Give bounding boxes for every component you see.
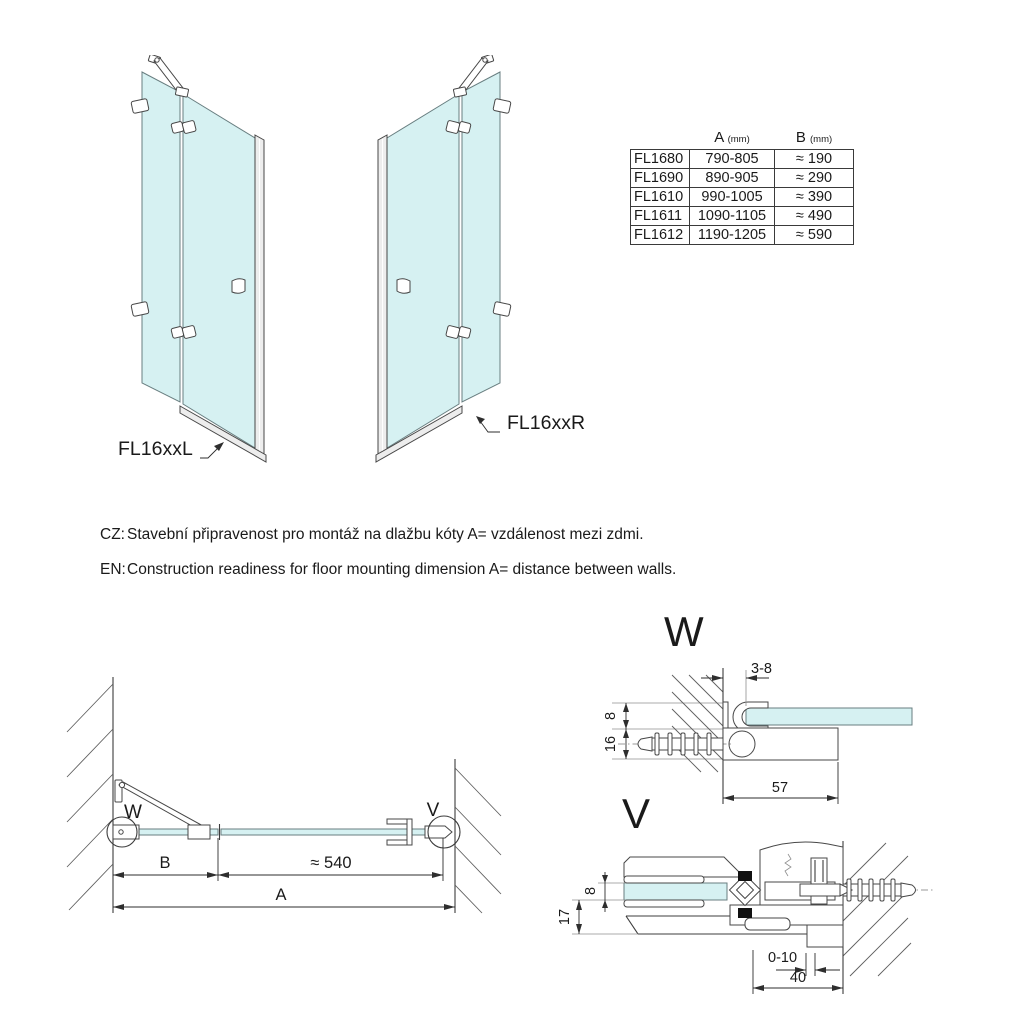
- svg-text:8: 8: [603, 711, 619, 721]
- dim-b: B: [159, 854, 171, 872]
- seal-bottom: [738, 908, 752, 918]
- detail-w-drawing: [552, 596, 1022, 814]
- dim-depth: [753, 950, 843, 994]
- note-en: [100, 561, 676, 579]
- note-en-label: EN:: [100, 561, 126, 578]
- wall-plug-icon: [618, 733, 731, 755]
- plan-view-drawing: [65, 672, 505, 920]
- glass-clamp-plan: [188, 825, 210, 839]
- dim-glass: [583, 872, 626, 912]
- dim-door-width: ≈ 540: [310, 854, 352, 872]
- plan-dimensions: [113, 838, 455, 910]
- svg-text:3-8: 3-8: [751, 661, 772, 677]
- wall-hatching: [672, 675, 723, 772]
- glass-section: [746, 708, 912, 725]
- left-door-diagram: [130, 55, 280, 467]
- glass-holder-bar: [624, 857, 744, 877]
- spec-row: FL1611 1090-1105 ≈ 490: [631, 207, 854, 226]
- detail-w-title: W: [664, 608, 704, 655]
- left-door-label: [118, 438, 228, 461]
- dim-gap: [701, 661, 772, 706]
- spec-table: [630, 129, 854, 245]
- col-b-header: B (mm): [795, 129, 833, 146]
- detail-v-drawing: [548, 786, 1024, 1018]
- right-wall-hatching: [455, 768, 501, 913]
- wall-profile-plan: [113, 825, 139, 839]
- right-door-label: [472, 412, 585, 435]
- note-cz-text: Stavební připravenost pro montáž na dlažbu kóty A= vzdálenost mezi zdmi.: [127, 526, 644, 543]
- svg-text:8: 8: [583, 886, 599, 896]
- detail-v-title: V: [622, 790, 651, 837]
- seal-top: [738, 871, 752, 881]
- leader-arrow-icon: [198, 439, 228, 461]
- spec-row: FL1690 890-905 ≈ 290: [631, 169, 854, 188]
- hinge-pin: [729, 731, 755, 757]
- spec-table-header-row: [631, 129, 854, 150]
- spec-row: FL1610 990-1005 ≈ 390: [631, 188, 854, 207]
- note-en-text: Construction readiness for floor mounting dimension A= distance between walls.: [127, 561, 677, 578]
- col-a-header: A (mm): [714, 129, 750, 146]
- svg-text:17: 17: [557, 908, 573, 926]
- svg-text:16: 16: [603, 735, 619, 753]
- glass-section: [624, 883, 727, 900]
- left-wall-hatching: [67, 684, 113, 910]
- right-door-label-text: FL16xxR: [507, 412, 586, 434]
- note-cz-label: CZ:: [100, 526, 125, 543]
- note-cz: [100, 526, 644, 544]
- spec-row: FL1612 1190-1205 ≈ 590: [631, 226, 854, 245]
- spec-row: FL1680 790-805 ≈ 190: [631, 150, 854, 169]
- detail-v-ref: V: [426, 800, 440, 821]
- svg-text:40: 40: [789, 970, 807, 986]
- detail-w-ref: W: [124, 802, 142, 823]
- dim-heights: [603, 703, 629, 759]
- dim-a: A: [275, 886, 287, 904]
- wall-hatching: [843, 843, 911, 976]
- svg-text:0-10: 0-10: [768, 950, 798, 966]
- svg-text:57: 57: [771, 780, 789, 796]
- left-door-label-text: FL16xxL: [118, 438, 193, 460]
- right-door-diagram: [362, 55, 512, 467]
- leader-arrow-icon: [472, 413, 502, 435]
